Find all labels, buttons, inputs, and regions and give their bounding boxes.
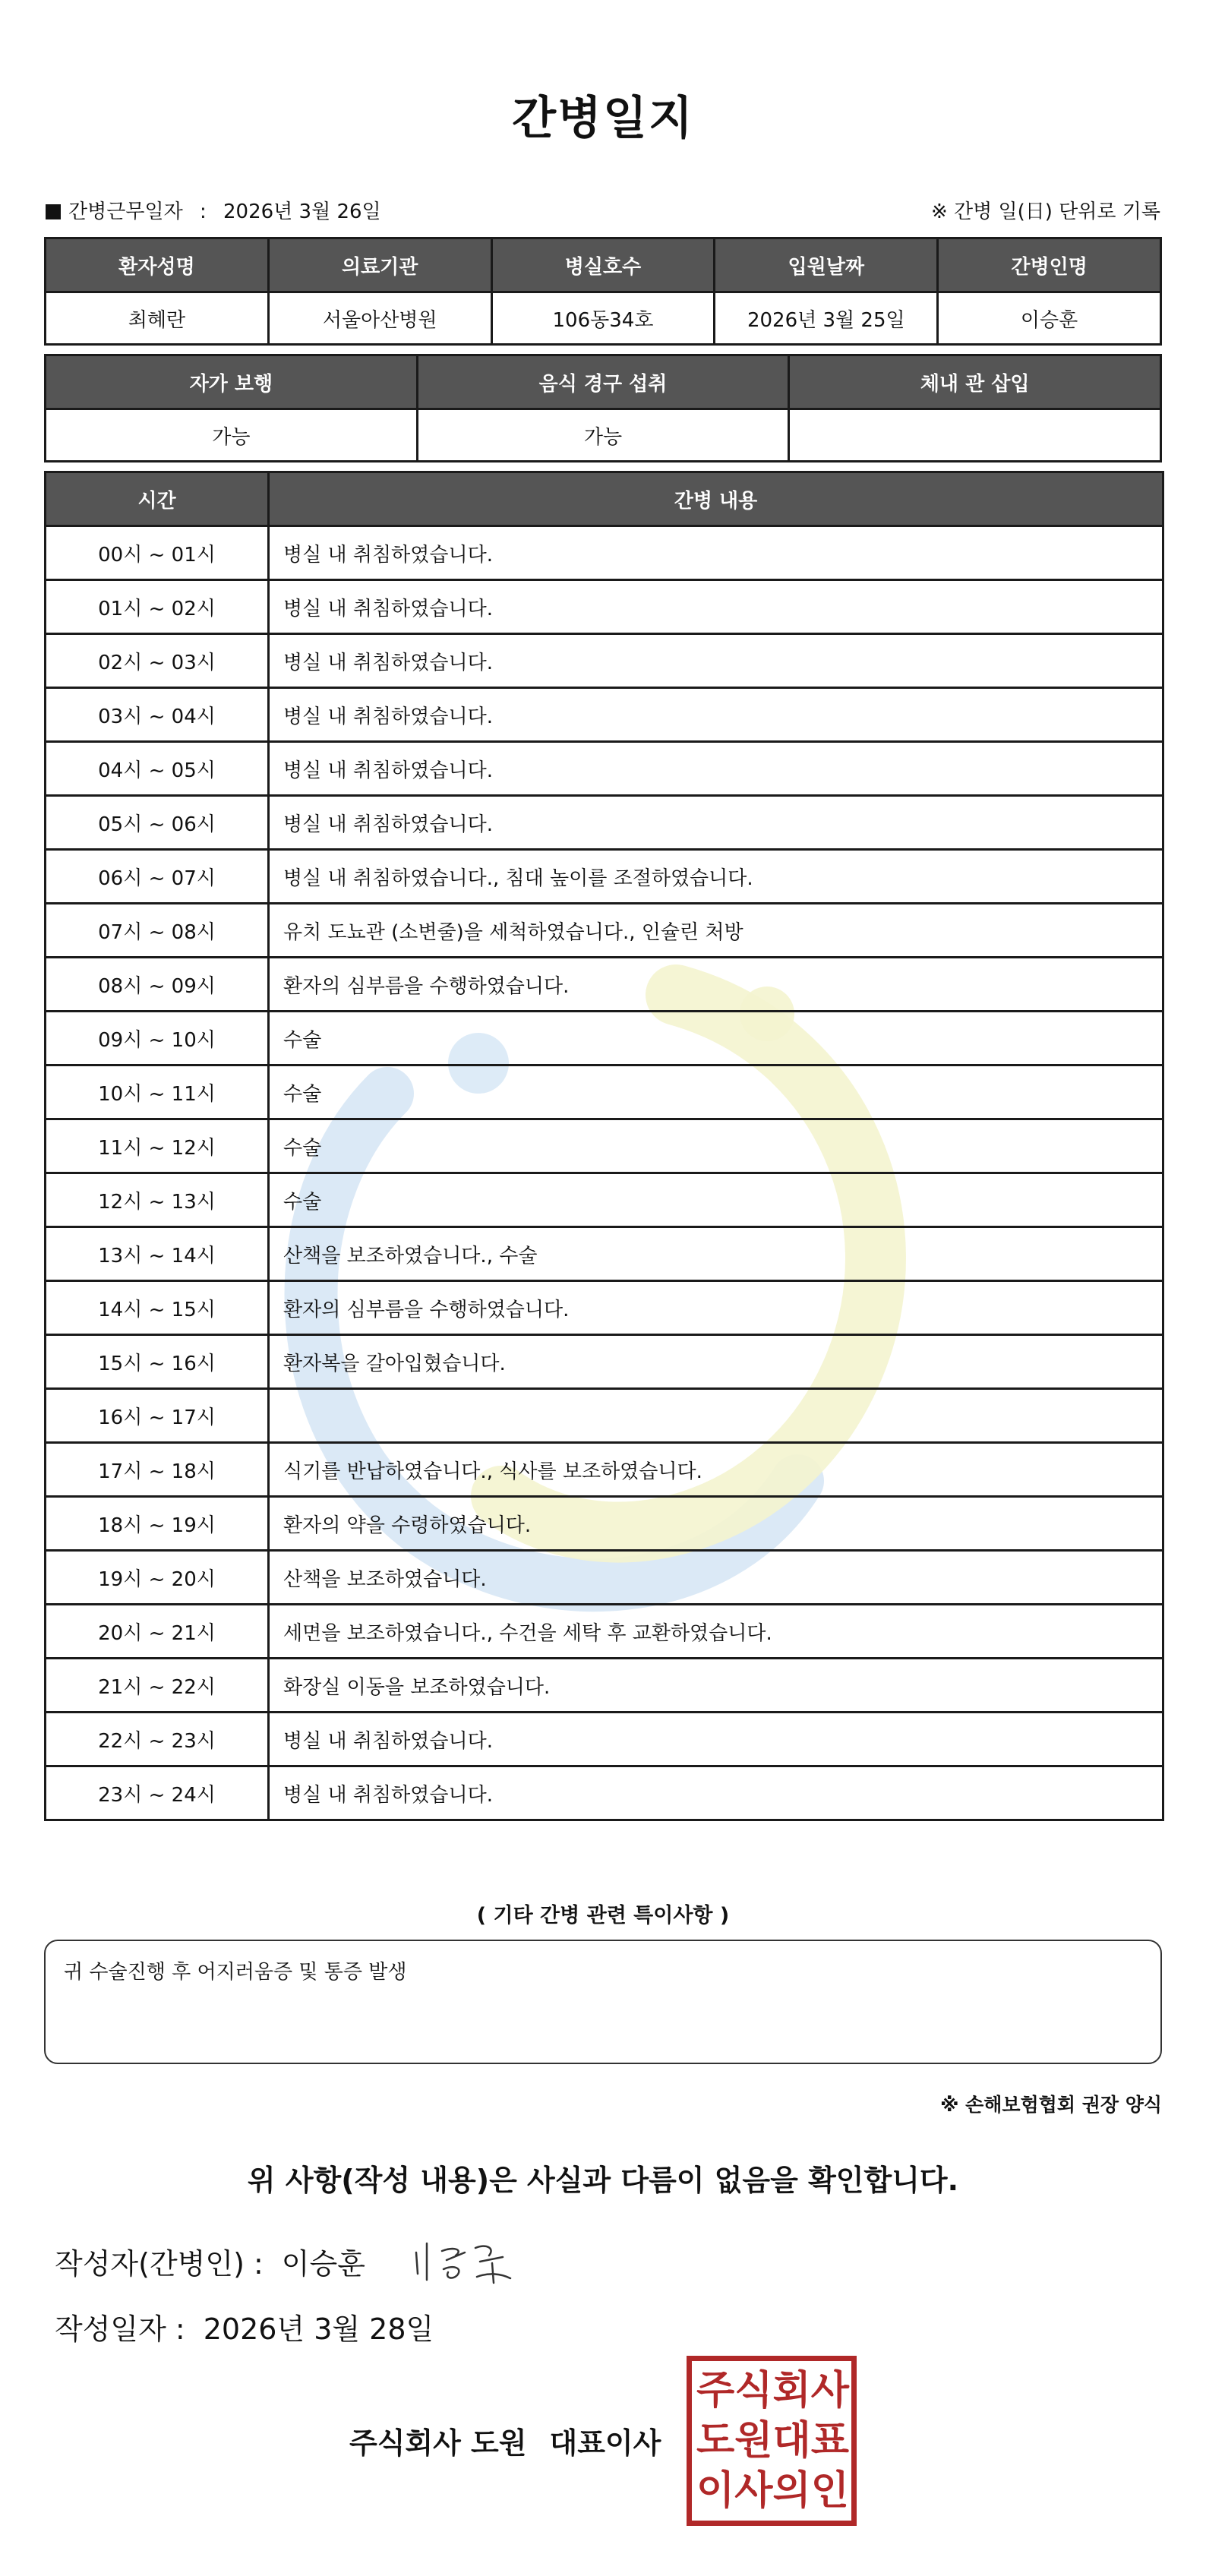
table-row [46, 1119, 1163, 1173]
time-slot: 21시 ~ 22시 [46, 1659, 269, 1713]
time-slot: 12시 ~ 13시 [46, 1173, 269, 1227]
square-bullet-icon [46, 204, 61, 219]
table-row [46, 796, 1163, 850]
hospital: 서울아산병원 [268, 292, 491, 345]
header-admission-date: 입원날짜 [715, 238, 938, 292]
care-content: 유치 도뇨관 (소변줄)을 세척하였습니다., 인슐린 처방 [269, 904, 1163, 958]
time-slot: 14시 ~ 15시 [46, 1281, 269, 1335]
seal-character: 이 [696, 2468, 735, 2514]
care-content: 산책을 보조하였습니다. [269, 1551, 1163, 1605]
table-row [46, 1713, 1163, 1766]
time-slot: 11시 ~ 12시 [46, 1119, 269, 1173]
care-content: 환자의 심부름을 수행하였습니다. [269, 1281, 1163, 1335]
work-date-separator: : [199, 200, 207, 223]
table-header-row [46, 238, 1161, 292]
time-slot: 07시 ~ 08시 [46, 904, 269, 958]
work-date-label: 간병근무일자 [68, 200, 183, 223]
time-slot: 04시 ~ 05시 [46, 742, 269, 796]
seal-character: 사 [810, 2368, 849, 2413]
table-row [46, 1065, 1163, 1119]
table-row [46, 904, 1163, 958]
time-slot: 22시 ~ 23시 [46, 1713, 269, 1766]
care-content: 병실 내 취침하였습니다. [269, 1766, 1163, 1820]
time-slot: 10시 ~ 11시 [46, 1065, 269, 1119]
time-slot: 01시 ~ 02시 [46, 580, 269, 634]
company-name: 주식회사 도원 [349, 2426, 527, 2460]
header-caregiver-name: 간병인명 [938, 238, 1161, 292]
seal-character: 도 [696, 2418, 735, 2464]
care-content: 환자의 심부름을 수행하였습니다. [269, 958, 1163, 1012]
time-slot: 20시 ~ 21시 [46, 1605, 269, 1659]
seal-character: 인 [810, 2468, 849, 2514]
written-date-value: 2026년 3월 28일 [203, 2312, 434, 2346]
work-date-line [46, 196, 381, 224]
time-slot: 05시 ~ 06시 [46, 796, 269, 850]
care-content: 병실 내 취침하였습니다. [269, 580, 1163, 634]
care-content: 세면을 보조하였습니다., 수건을 세탁 후 교환하였습니다. [269, 1605, 1163, 1659]
room-number: 106동34호 [491, 292, 715, 345]
care-content: 환자복을 갈아입혔습니다. [269, 1335, 1163, 1389]
company-seal-stamp [687, 2356, 857, 2526]
confirmation-statement: 위 사항(작성 내용)은 사실과 다름이 없음을 확인합니다. [247, 2164, 959, 2197]
care-content: 수술 [269, 1119, 1163, 1173]
table-row [46, 1227, 1163, 1281]
table-row [46, 634, 1163, 688]
patient-ability-table [44, 354, 1162, 462]
table-row [46, 1659, 1163, 1713]
seal-character: 사 [734, 2468, 773, 2514]
care-content: 식기를 반납하였습니다., 식사를 보조하였습니다. [269, 1443, 1163, 1497]
care-content: 수술 [269, 1173, 1163, 1227]
time-slot: 17시 ~ 18시 [46, 1443, 269, 1497]
care-content: 병실 내 취침하였습니다. [269, 634, 1163, 688]
table-row [46, 1389, 1163, 1443]
time-slot: 15시 ~ 16시 [46, 1335, 269, 1389]
time-slot: 00시 ~ 01시 [46, 526, 269, 580]
table-row [46, 292, 1161, 345]
table-row [46, 1551, 1163, 1605]
time-slot: 19시 ~ 20시 [46, 1551, 269, 1605]
time-slot: 03시 ~ 04시 [46, 688, 269, 742]
table-row [46, 1335, 1163, 1389]
header-tube-insertion: 체내 관 삽입 [789, 355, 1161, 409]
table-row [46, 1766, 1163, 1820]
time-slot: 09시 ~ 10시 [46, 1012, 269, 1065]
time-slot: 16시 ~ 17시 [46, 1389, 269, 1443]
care-content [269, 1389, 1163, 1443]
writer-name: 이승훈 [281, 2247, 365, 2281]
special-notes-text: 귀 수술진행 후 어지러움증 및 통증 발생 [64, 1961, 407, 1984]
seal-character: 회 [772, 2368, 811, 2413]
written-date-line [55, 2306, 434, 2347]
header-hospital: 의료기관 [268, 238, 491, 292]
care-log-body [46, 526, 1163, 1820]
table-row [46, 688, 1163, 742]
special-notes-title: ( 기타 간병 관련 특이사항 ) [476, 1904, 730, 1927]
company-line [349, 2420, 661, 2461]
writer-line [55, 2240, 365, 2282]
table-row [46, 958, 1163, 1012]
admission-date: 2026년 3월 25일 [715, 292, 938, 345]
seal-character: 주 [696, 2368, 735, 2413]
special-notes-box [44, 1940, 1162, 2064]
care-content: 화장실 이동을 보조하였습니다. [269, 1659, 1163, 1713]
caregiver-name: 이승훈 [938, 292, 1161, 345]
table-row [46, 1605, 1163, 1659]
self-walking-value: 가능 [46, 409, 418, 462]
table-row [46, 580, 1163, 634]
header-care-content: 간병 내용 [269, 472, 1163, 526]
care-content: 병실 내 취침하였습니다., 침대 높이를 조절하였습니다. [269, 850, 1163, 904]
table-row [46, 1173, 1163, 1227]
table-row [46, 526, 1163, 580]
table-row [46, 409, 1161, 462]
table-row [46, 1012, 1163, 1065]
care-content: 병실 내 취침하였습니다. [269, 526, 1163, 580]
seal-character: 표 [810, 2418, 849, 2464]
header-oral-intake: 음식 경구 섭취 [417, 355, 789, 409]
care-content: 수술 [269, 1012, 1163, 1065]
table-row [46, 1281, 1163, 1335]
care-log-table [44, 471, 1164, 1821]
care-content: 병실 내 취침하였습니다. [269, 688, 1163, 742]
seal-character: 식 [734, 2368, 773, 2413]
page-title: 간병일지 [512, 92, 694, 145]
oral-intake-value: 가능 [417, 409, 789, 462]
tube-insertion-value [789, 409, 1161, 462]
header-time: 시간 [46, 472, 269, 526]
care-content: 병실 내 취침하였습니다. [269, 1713, 1163, 1766]
company-representative: 대표이사 [549, 2426, 661, 2460]
header-self-walking: 자가 보행 [46, 355, 418, 409]
written-date-label: 작성일자 : [55, 2312, 185, 2346]
table-row [46, 850, 1163, 904]
table-row [46, 742, 1163, 796]
time-slot: 13시 ~ 14시 [46, 1227, 269, 1281]
time-slot: 23시 ~ 24시 [46, 1766, 269, 1820]
table-header-row [46, 355, 1161, 409]
care-content: 병실 내 취침하였습니다. [269, 796, 1163, 850]
record-note: ※ 간병 일(日) 단위로 기록 [930, 200, 1160, 223]
work-date-value: 2026년 3월 26일 [223, 200, 381, 223]
handwritten-signature [410, 2230, 524, 2290]
care-content: 산책을 보조하였습니다., 수술 [269, 1227, 1163, 1281]
care-content: 수술 [269, 1065, 1163, 1119]
care-content: 환자의 약을 수령하였습니다. [269, 1497, 1163, 1551]
care-content: 병실 내 취침하였습니다. [269, 742, 1163, 796]
table-row [46, 1497, 1163, 1551]
header-patient-name: 환자성명 [46, 238, 269, 292]
patient-name: 최혜란 [46, 292, 269, 345]
seal-character: 대 [772, 2418, 811, 2464]
time-slot: 02시 ~ 03시 [46, 634, 269, 688]
form-source-note: ※ 손해보험협회 권장 양식 [940, 2094, 1162, 2116]
time-slot: 18시 ~ 19시 [46, 1497, 269, 1551]
time-slot: 06시 ~ 07시 [46, 850, 269, 904]
writer-label: 작성자(간병인) : [55, 2247, 264, 2281]
time-slot: 08시 ~ 09시 [46, 958, 269, 1012]
header-room: 병실호수 [491, 238, 715, 292]
table-row [46, 1443, 1163, 1497]
patient-info-table [44, 237, 1162, 346]
seal-character: 원 [734, 2418, 773, 2464]
seal-character: 의 [772, 2468, 811, 2514]
table-header-row [46, 472, 1163, 526]
